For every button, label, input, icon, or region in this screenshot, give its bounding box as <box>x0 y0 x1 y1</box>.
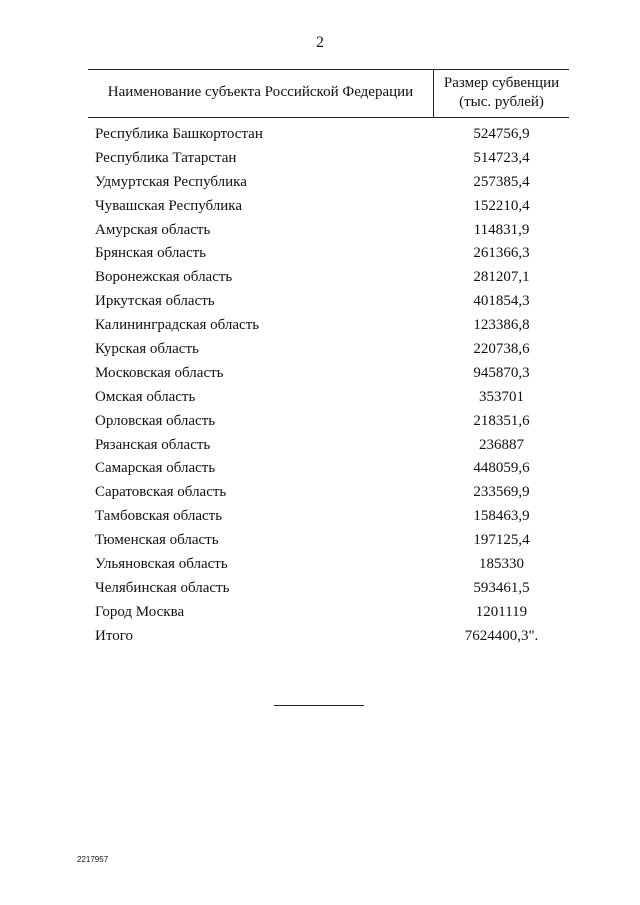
table-row <box>0 553 640 577</box>
table-row <box>0 481 640 505</box>
subject-name: Тамбовская область <box>95 508 223 525</box>
subject-name: Брянская область <box>95 245 207 262</box>
subvention-amount: 281207,1 <box>473 269 530 286</box>
table-row <box>0 195 640 219</box>
subject-name: Челябинская область <box>95 579 230 596</box>
table-row <box>0 529 640 553</box>
subject-name: Город Москва <box>95 603 185 620</box>
column-header-subject-name: Наименование субъекта Российской Федерации <box>107 84 414 100</box>
table-row <box>0 147 640 171</box>
table-row <box>0 577 640 601</box>
subvention-amount: 514723,4 <box>473 149 530 166</box>
subject-name: Орловская область <box>95 412 216 429</box>
subvention-amount: 123386,8 <box>473 317 530 334</box>
subvention-amount: 261366,3 <box>473 245 530 262</box>
table-row <box>0 266 640 290</box>
subject-name: Республика Башкортостан <box>95 126 263 142</box>
table-row <box>0 338 640 362</box>
subject-name: Рязанская область <box>95 436 211 453</box>
table-row <box>0 457 640 481</box>
subvention-amount: 185330 <box>479 556 524 573</box>
subvention-amount: 236887 <box>479 436 524 453</box>
column-header-line-1: Размер субвенции <box>443 75 560 91</box>
table-row <box>0 219 640 243</box>
table-row <box>0 171 640 195</box>
subvention-amount: 7624400,3". <box>464 627 539 644</box>
table-row <box>0 505 640 529</box>
column-header-subvention-amount <box>434 74 569 112</box>
column-header-line-2: (тыс. рублей) <box>459 94 544 110</box>
table-row <box>0 362 640 386</box>
table-row <box>0 386 640 410</box>
subvention-amount: 401854,3 <box>473 293 530 310</box>
subvention-amount: 1201119 <box>475 603 528 620</box>
subvention-amount: 218351,6 <box>473 412 530 429</box>
subject-name: Курская область <box>95 341 199 358</box>
subvention-amount: 593461,5 <box>473 579 530 596</box>
page-number: 2 <box>316 34 324 51</box>
subject-name: Иркутская область <box>95 293 215 310</box>
subject-name: Амурская область <box>95 221 211 238</box>
table-row <box>0 123 640 147</box>
subject-name: Саратовская область <box>95 484 227 501</box>
subject-name: Чувашская Республика <box>95 197 243 214</box>
table-row <box>0 242 640 266</box>
subject-name: Воронежская область <box>95 269 233 286</box>
subject-name: Омская область <box>95 388 196 405</box>
subject-name: Удмуртская Республика <box>95 173 247 190</box>
table-row <box>0 314 640 338</box>
subvention-amount: 152210,4 <box>473 197 530 214</box>
document-code: 2217957 <box>77 855 109 864</box>
subvention-amount: 524756,9 <box>473 126 530 142</box>
subject-name: Итого <box>95 627 133 644</box>
subject-name: Тюменская область <box>95 532 219 549</box>
subvention-amount: 257385,4 <box>473 173 530 190</box>
subvention-amount: 220738,6 <box>473 341 530 358</box>
table-row <box>0 290 640 314</box>
table-row <box>0 434 640 458</box>
subject-name: Калининградская область <box>95 317 260 334</box>
subvention-amount: 353701 <box>479 388 524 405</box>
table-body <box>0 123 640 649</box>
subvention-amount: 114831,9 <box>473 221 530 238</box>
subject-name: Республика Татарстан <box>95 149 237 166</box>
subvention-amount: 945870,3 <box>473 364 530 381</box>
table-row <box>0 410 640 434</box>
subvention-amount: 197125,4 <box>473 532 530 549</box>
table-header <box>88 69 569 118</box>
end-of-table-rule <box>274 705 364 706</box>
subvention-amount: 158463,9 <box>473 508 530 525</box>
table-row <box>0 601 640 625</box>
subject-name: Московская область <box>95 364 224 381</box>
subject-name: Самарская область <box>95 460 216 477</box>
subvention-amount: 448059,6 <box>473 460 530 477</box>
table-row <box>0 625 640 649</box>
subject-name: Ульяновская область <box>95 556 228 573</box>
subvention-amount: 233569,9 <box>473 484 530 501</box>
